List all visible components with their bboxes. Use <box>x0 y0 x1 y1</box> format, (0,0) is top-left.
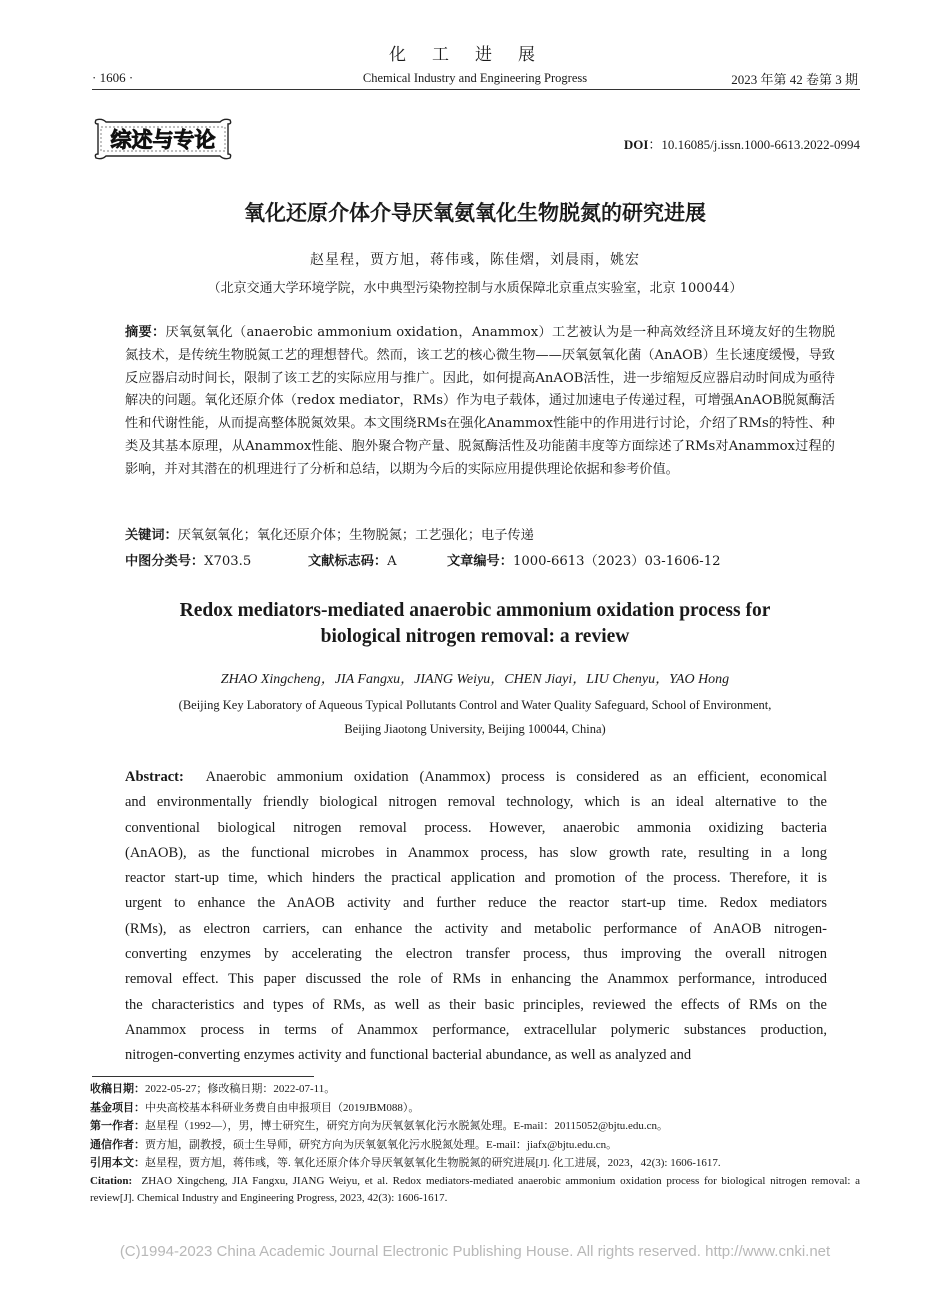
abstract-en-line: the characteristics and types of RMs, as well as their basic principles, reviewed the effects of RMs on the <box>125 996 827 1013</box>
affiliation-en-line-1: (Beijing Key Laboratory of Aqueous Typical Pollutants Control and Water Quality Safeguard, School of Environment, <box>178 698 772 712</box>
footnote-cite-cn-label: 引用本文： <box>90 1156 145 1169</box>
issue-info: 2023 年第 42 卷第 3 期 <box>731 72 858 87</box>
abstract-cn-text: 厌氧氨氧化（anaerobic ammonium oxidation，Anammox）工艺被认为是一种高效经济且环境友好的生物脱氮技术，是传统生物脱氮工艺的理想替代。然而，该工艺的核心微生物——厌氧氨氧化菌（AnAOB）生长速度缓慢，导致反应器启动时间长，限制了该工艺的实际应用与推广。因此，如何提高AnAOB活性，进一步缩短反应器启动时间成为亟待解决的问题。氧化还原介体（redox mediator，RMs）作为电子载体，通过加速电子传递过程，可增强AnAOB脱氮酶活性和代谢性能，从而提高整体脱氮效果。本文围绕RMs在强化Anammox性能中的作用进行讨论，介绍了RMs的特性、种类及其基本原理，从Anammox性能、胞外聚合物产量、脱氮酶活性及功能菌丰度等方面综述了RMs对Anammox过程的影响，并对其潜在的机理进行了分析和总结，以期为今后的实际应用提供理论依据和参考价值。 <box>125 325 836 477</box>
abstract-en <box>125 765 827 1069</box>
copyright-line: (C)1994-2023 China Academic Journal Electronic Publishing House. All rights reserved. http://www.cnki.net <box>119 1243 831 1260</box>
doc-code-value: A <box>387 554 397 569</box>
footnote-fund: 基金项目：中央高校基本科研业务费自由申报项目（2019JBM088）。 <box>90 1100 420 1114</box>
title-en-line-1: Redox mediators-mediated anaerobic ammonium oxidation process for <box>179 600 771 621</box>
abstract-en-line: (RMs), as electron carriers, can enhance the activity and metabolic performance of AnAOB nitrogen- <box>125 920 827 937</box>
affiliation-en-line-2: Beijing Jiaotong University, Beijing 100044, China) <box>344 722 606 736</box>
title-en-line-2: biological nitrogen removal: a review <box>320 626 630 647</box>
footnote-first-author: 第一作者：赵星程（1992—），男，博士研究生，研究方向为厌氧氨氧化污水脱氮处理。E-mail：20115052@bjtu.edu.cn。 <box>90 1119 669 1132</box>
abstract-en-line: and environmentally friendly biological nitrogen removal technology, which is an ideal alternative to the <box>125 794 827 811</box>
footnote-citation-en: Citation: ZHAO Xingcheng, JIA Fangxu, JIANG Weiyu, et al. Redox mediators-mediated anaerobic ammonium oxidation process for biological nitrogen removal: a review[J]. Chemical Industry and Engineering Progress, 2023, 42(3): 1606-1617. <box>90 1174 860 1204</box>
title-en <box>0 598 950 650</box>
affiliation-cn: （北京交通大学环境学院，水中典型污染物控制与水质保障北京重点实验室，北京 100044） <box>207 281 743 296</box>
title-cn: 氧化还原介体介导厌氧氨氧化生物脱氮的研究进展 <box>244 201 706 225</box>
keywords-cn-text: 厌氧氨氧化；氧化还原介体；生物脱氮；工艺强化；电子传递 <box>177 528 534 543</box>
section-tag <box>92 116 234 162</box>
clc-label: 中图分类号： <box>125 554 205 569</box>
document-code <box>308 550 397 569</box>
doc-code-label: 文献标志码： <box>308 554 388 569</box>
page-number: · 1606 · <box>92 70 134 85</box>
abstract-en-line: nitrogen-converting enzymes activity and functional bacterial abundance, as well as analyzed and <box>125 1047 692 1064</box>
journal-name-en: Chemical Industry and Engineering Progress <box>362 71 588 85</box>
footnote-corresponding-label: 通信作者： <box>90 1137 145 1151</box>
journal-name-cn: 化工进展 <box>389 45 561 65</box>
article-number-value: 1000-6613（2023）03-1606-12 <box>512 554 721 569</box>
abstract-en-label: Abstract: <box>125 769 184 785</box>
footnote-rule <box>92 1076 314 1077</box>
abstract-en-line: reactor start-up time, which hinders the practical application and promotion of the process. Therefore, it is <box>125 870 827 887</box>
clc-value: X703.5 <box>204 554 252 569</box>
footnote-received: 收稿日期：2022-05-27；修改稿日期：2022-07-11。 <box>90 1082 336 1095</box>
header-rule <box>92 89 860 90</box>
abstract-en-line: removal effect. This paper discussed the role of RMs in enhancing the Anammox performance, introduced <box>125 971 827 988</box>
clc-number <box>125 550 251 569</box>
abstract-en-line: conventional biological nitrogen removal process. However, anaerobic ammonia oxidizing bacteria <box>125 819 827 836</box>
footnote-fund-label: 基金项目： <box>90 1100 145 1114</box>
abstract-en-line: Abstract: Anaerobic ammonium oxidation (Anammox) process is considered as an efficient, economical <box>125 769 827 785</box>
authors-cn: 赵星程，贾方旭，蒋伟彧，陈佳熠，刘晨雨，姚宏 <box>310 252 640 268</box>
article-number <box>447 550 721 569</box>
section-tag-label: 综述与专论 <box>110 128 216 152</box>
footnote-citation-label: Citation: <box>90 1174 133 1187</box>
abstract-en-line: converting enzymes by accelerating the electron transfer process, thus improving the overall nitrogen <box>125 946 827 963</box>
footnotes <box>90 1080 860 1208</box>
footnote-first-author-label: 第一作者： <box>90 1119 145 1132</box>
abstract-cn-label: 摘要： <box>125 325 166 340</box>
abstract-en-line: urgent to enhance the AnAOB activity and further reduce the reactor start-up time. Redox mediators <box>125 895 827 912</box>
keywords-cn-label: 关键词： <box>125 528 178 543</box>
doi-label: DOI <box>623 137 649 152</box>
classification-row <box>125 550 835 572</box>
keywords-cn <box>125 525 835 548</box>
doi <box>624 134 860 153</box>
doi-value: ：10.16085/j.issn.1000-6613.2022-0994 <box>648 137 860 152</box>
abstract-cn <box>125 322 835 482</box>
article-number-label: 文章编号： <box>447 554 513 569</box>
footnote-received-label: 收稿日期： <box>90 1082 145 1095</box>
authors-en: ZHAO Xingcheng，JIA Fangxu，JIANG Weiyu，CHEN Jiayi，LIU Chenyu，YAO Hong <box>220 672 730 687</box>
abstract-en-line: (AnAOB), as the functional microbes in Anammox process, has slow growth rate, resulting in a long <box>125 844 827 861</box>
footnote-cite-cn: 引用本文：赵星程，贾方旭，蒋伟彧，等. 氧化还原介体介导厌氧氨氧化生物脱氮的研究进展[J]. 化工进展，2023，42(3): 1606-1617. <box>90 1156 721 1169</box>
abstract-en-line: Anammox process in terms of Anammox performance, extracellular polymeric substances production, <box>125 1021 827 1038</box>
footnote-corresponding-author: 通信作者：贾方旭，副教授，硕士生导师，研究方向为厌氧氨氧化污水脱氮处理。E-mail：jiafx@bjtu.edu.cn。 <box>90 1137 618 1151</box>
